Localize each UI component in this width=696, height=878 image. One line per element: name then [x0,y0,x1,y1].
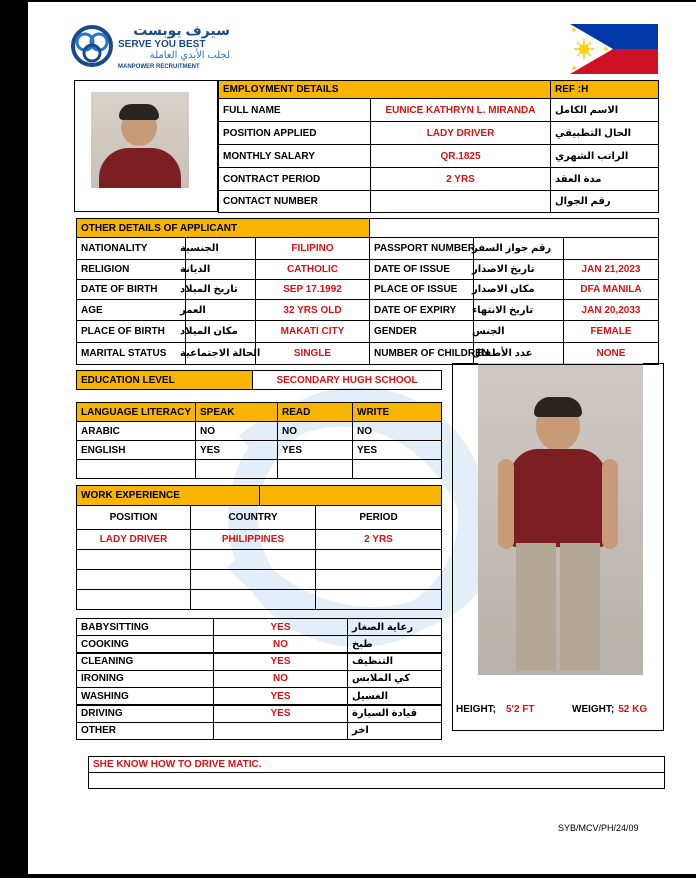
logo-arabic-name: سيرف يوبست [133,22,230,38]
work-col-period: PERIOD [315,505,442,530]
skill-value: YES [213,705,348,723]
detail-arabic: رقم جواز السفر [472,243,552,254]
language-header-read: READ [277,402,353,422]
detail-label: GENDER [369,320,474,343]
skill-label: CLEANING [76,653,214,671]
detail-arabic: عدد الأطفال [472,348,533,359]
detail-label: NATIONALITY [76,237,186,260]
detail-value [563,237,659,260]
cv-page [28,2,696,874]
work-cell: 2 YRS [315,529,442,550]
detail-value: FILIPINO [255,237,370,260]
skill-arabic: رعاية الصغار [347,618,442,636]
height-label: HEIGHT; [456,703,496,715]
logo-tagline: MANPOWER RECRUITMENT [118,64,200,70]
language-cell: ENGLISH [76,440,196,460]
other-details-header: OTHER DETAILS OF APPLICANT [76,218,370,238]
salary-arabic: الراتب الشهري [550,144,659,168]
contract-label: CONTRACT PERIOD [218,167,371,191]
salary-value: QR.1825 [370,144,551,168]
work-cell: LADY DRIVER [76,529,191,550]
detail-arabic: الجنسية [180,243,219,254]
salary-label: MONTHLY SALARY [218,144,371,168]
logo-arabic-tagline: لجلب الأيدي العاملة [149,50,230,61]
height-cell [452,698,568,720]
language-cell [352,459,442,479]
contact-value [370,190,551,213]
skill-value: YES [213,687,348,705]
employment-header: EMPLOYMENT DETAILS [218,80,551,99]
education-value: SECONDARY HUGH SCHOOL [252,370,442,390]
contract-value: 2 YRS [370,167,551,191]
headshot-photo [91,92,189,188]
language-cell: ARABIC [76,421,196,441]
detail-value: JAN 21,2023 [563,259,659,280]
detail-value: NONE [563,342,659,365]
detail-label: PLACE OF ISSUE [369,279,474,300]
work-cell [190,569,316,590]
work-cell [190,589,316,610]
weight-value: 52 KG [618,703,648,715]
skill-label: BABYSITTING [76,618,214,636]
position-label: POSITION APPLIED [218,121,371,145]
skill-arabic: طبخ [347,635,442,653]
detail-label: PLACE OF BIRTH [76,320,186,343]
language-cell: NO [352,421,442,441]
detail-label: NUMBER OF CHILDREN [369,342,474,365]
skill-value: NO [213,670,348,688]
company-logo [70,22,240,74]
detail-label: DATE OF ISSUE [369,259,474,280]
detail-arabic: مكان الاصدار [472,284,535,295]
full-name-label: FULL NAME [218,98,371,122]
detail-arabic: الحالة الاجتماعية [180,348,261,359]
detail-arabic: تاريخ الانتهاء [472,304,534,316]
detail-value: SINGLE [255,342,370,365]
language-cell: YES [352,440,442,460]
detail-value: DFA MANILA [563,279,659,300]
detail-arabic: تاريخ الميلاد [180,284,238,295]
contact-arabic: رقم الجوال [550,190,659,213]
weight-label: WEIGHT; [572,703,615,715]
language-cell: NO [277,421,353,441]
education-label: EDUCATION LEVEL [76,370,253,390]
skill-arabic: الغسيل [347,687,442,705]
detail-label: MARITAL STATUS [76,342,186,365]
full-body-photo [478,363,643,675]
skill-label: COOKING [76,635,214,653]
detail-label: DATE OF EXPIRY [369,299,474,321]
weight-cell [568,698,664,720]
detail-value: SEP 17.1992 [255,279,370,300]
detail-label: DATE OF BIRTH [76,279,186,300]
skill-value: YES [213,653,348,671]
detail-arabic: الجنس [472,326,505,337]
skill-arabic: اخر [347,722,442,740]
detail-arabic: العمر [180,304,206,316]
detail-label: RELIGION [76,259,186,280]
full-name-arabic: الاسم الكامل [550,98,659,122]
ref-label: REF :H [550,80,659,99]
remarks-blank-row [88,772,665,789]
detail-value: 32 YRS OLD [255,299,370,321]
detail-label: PASSPORT NUMBER [369,237,474,260]
contract-arabic: مدة العقد [550,167,659,191]
language-header-write: WRITE [352,402,442,422]
height-value: 5'2 FT [506,703,535,715]
skill-label: OTHER [76,722,214,740]
detail-value: CATHOLIC [255,259,370,280]
work-experience-header-right [259,485,442,506]
logo-name: SERVE YOU BEST [118,39,206,50]
detail-arabic: مكان الميلاد [180,326,238,337]
skill-arabic: قيادة السيارة [347,705,442,723]
detail-label: AGE [76,299,186,321]
headshot-frame [74,80,218,212]
detail-value: JAN 20,2033 [563,299,659,321]
language-cell: YES [277,440,353,460]
work-cell [315,549,442,570]
work-cell [76,589,191,610]
skill-label: IRONING [76,670,214,688]
language-header-literacy: LANGUAGE LITERACY [76,402,196,422]
language-cell: NO [195,421,278,441]
skill-label: DRIVING [76,705,214,723]
work-col-position: POSITION [76,505,191,530]
work-cell [190,549,316,570]
work-col-country: COUNTRY [190,505,316,530]
skill-value: NO [213,635,348,653]
language-cell [277,459,353,479]
work-cell [76,569,191,590]
philippine-flag-icon [570,24,658,74]
skill-label: WASHING [76,687,214,705]
logo-mark-icon [70,24,114,68]
detail-arabic: تاريخ الاصدار [472,264,535,275]
skill-value [213,722,348,740]
work-experience-header: WORK EXPERIENCE [76,485,260,506]
position-value: LADY DRIVER [370,121,551,145]
work-cell [76,549,191,570]
work-cell [315,589,442,610]
position-arabic: الحال التطبيقي [550,121,659,145]
contact-label: CONTACT NUMBER [218,190,371,213]
full-name-value: EUNICE KATHRYN L. MIRANDA [370,98,551,122]
work-cell: PHILIPPINES [190,529,316,550]
language-cell: YES [195,440,278,460]
remarks-text: SHE KNOW HOW TO DRIVE MATIC. [88,756,665,773]
other-details-header-right [369,218,659,238]
language-cell [76,459,196,479]
language-header-speak: SPEAK [195,402,278,422]
detail-value: FEMALE [563,320,659,343]
detail-value: MAKATI CITY [255,320,370,343]
skill-arabic: كي الملابس [347,670,442,688]
skill-arabic: التنظيف [347,653,442,671]
work-cell [315,569,442,590]
language-cell [195,459,278,479]
skill-value: YES [213,618,348,636]
footer-code: SYB/MCV/PH/24/09 [558,823,639,833]
detail-arabic: الديانة [180,264,211,275]
